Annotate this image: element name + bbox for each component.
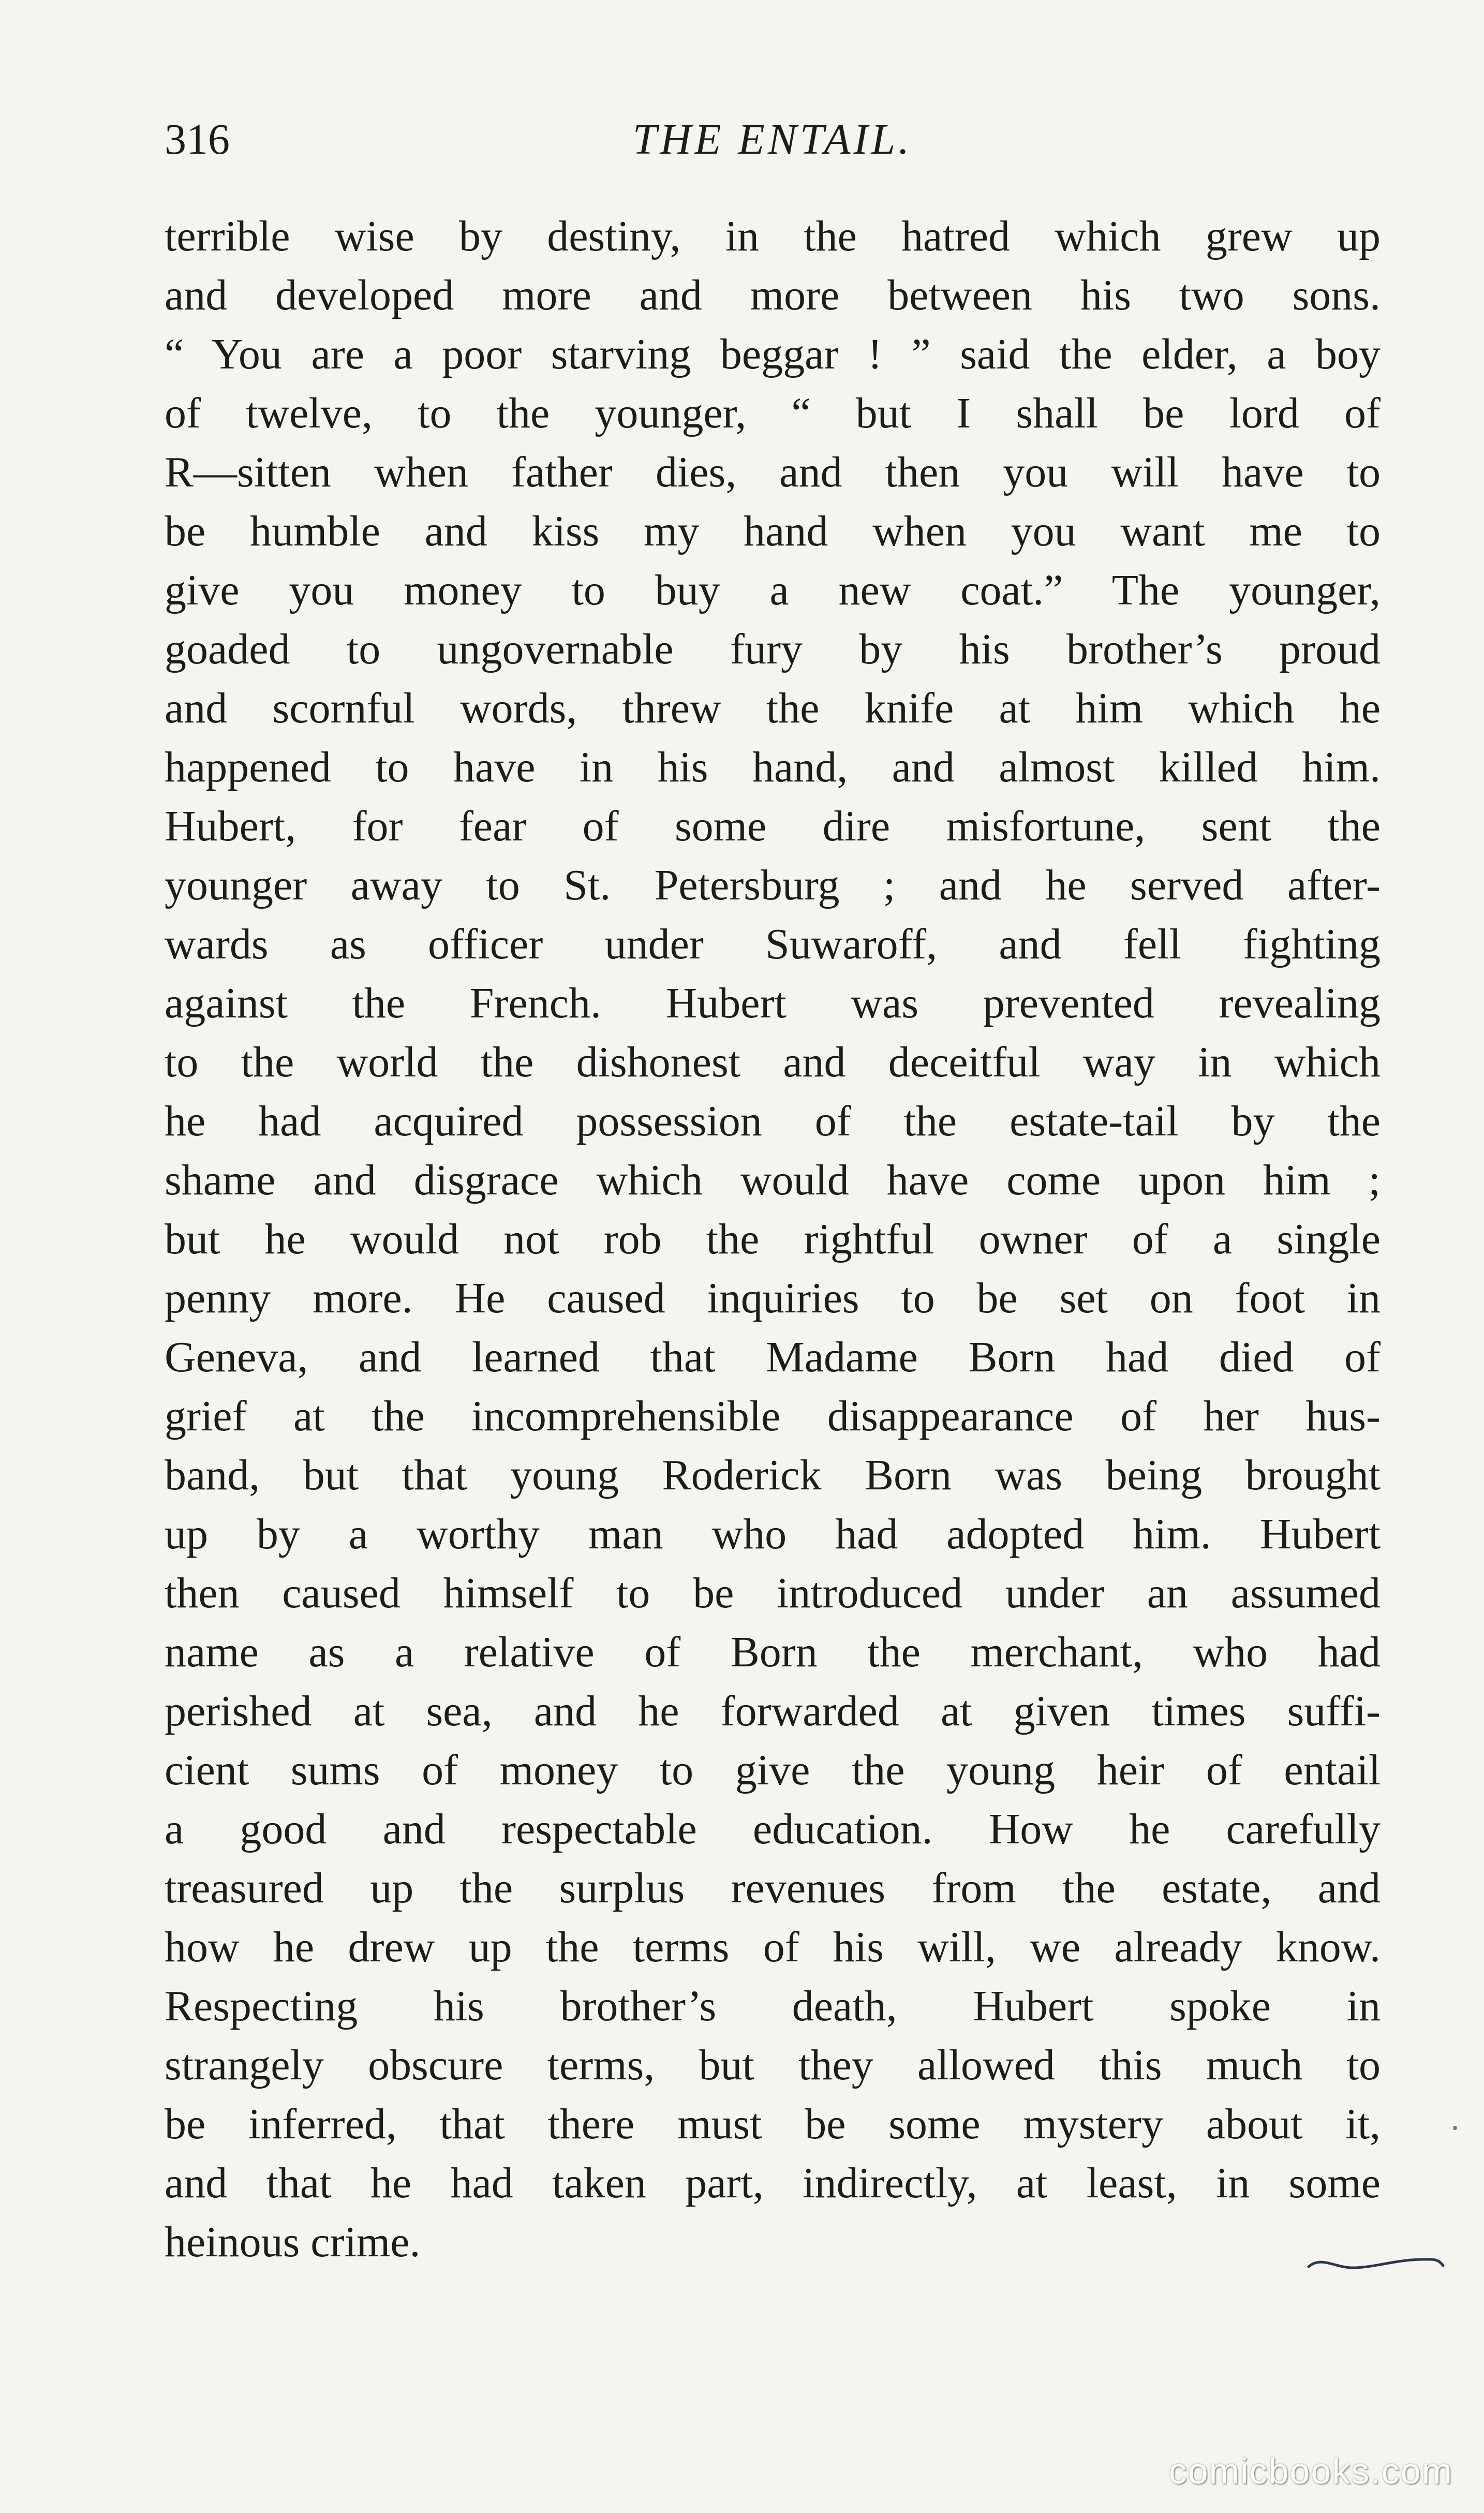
text-line: then caused himself to be introduced under an assumed <box>165 1569 1381 1617</box>
text-line: shame and disgrace which would have come upon him ; <box>165 1156 1381 1204</box>
text-line: happened to have in his hand, and almost killed him. <box>165 743 1381 791</box>
text-line: strangely obscure terms, but they allowed this much to <box>165 2041 1381 2089</box>
text-line: of twelve, to the younger, “ but I shall be lord of <box>165 389 1381 437</box>
text-line: to the world the dishonest and deceitful way in which <box>165 1038 1381 1086</box>
running-title: THE ENTAIL. <box>632 115 913 164</box>
text-line: and that he had taken part, indirectly, at least, in some <box>165 2159 1381 2207</box>
text-line: Hubert, for fear of some dire misfortune, sent the <box>165 802 1381 850</box>
text-line: grief at the incomprehensible disappearance of her hus- <box>165 1392 1381 1440</box>
pen-flourish-mark <box>1307 2246 1446 2277</box>
stray-ink-dot <box>1453 2126 1457 2130</box>
text-line: he had acquired possession of the estate-tail by the <box>165 1097 1381 1145</box>
text-line: but he would not rob the rightful owner of a single <box>165 1215 1381 1263</box>
text-line: be humble and kiss my hand when you want me to <box>165 507 1381 555</box>
text-line: and scornful words, threw the knife at him which he <box>165 684 1381 732</box>
text-line: up by a worthy man who had adopted him. Hubert <box>165 1510 1381 1558</box>
text-line: how he drew up the terms of his will, we already know. <box>165 1923 1381 1971</box>
text-line: be inferred, that there must be some mystery about it, <box>165 2100 1381 2148</box>
text-line: Geneva, and learned that Madame Born had died of <box>165 1333 1381 1381</box>
text-line: cient sums of money to give the young heir of entail <box>165 1746 1381 1794</box>
text-line: band, but that young Roderick Born was being brought <box>165 1451 1381 1499</box>
text-line: name as a relative of Born the merchant, who had <box>165 1628 1381 1676</box>
text-line: “ You are a poor starving beggar ! ” said the elder, a boy <box>165 330 1381 378</box>
running-head <box>165 111 1381 168</box>
text-line: give you money to buy a new coat.” The younger, <box>165 566 1381 614</box>
text-line: R—sitten when father dies, and then you will have to <box>165 448 1381 496</box>
text-line: against the French. Hubert was prevented revealing <box>165 979 1381 1027</box>
text-line-final: heinous crime. <box>165 2218 421 2266</box>
text-line: treasured up the surplus revenues from the estate, and <box>165 1864 1381 1912</box>
text-line: Respecting his brother’s death, Hubert spoke in <box>165 1982 1381 2030</box>
text-line: and developed more and more between his two sons. <box>165 271 1381 319</box>
body-text <box>165 207 1381 2272</box>
text-line: wards as officer under Suwaroff, and fell fighting <box>165 920 1381 968</box>
text-line: younger away to St. Petersburg ; and he served after- <box>165 861 1381 909</box>
watermark-text: comicbooks.com <box>1168 2451 1453 2491</box>
text-line: penny more. He caused inquiries to be set on foot in <box>165 1274 1381 1322</box>
page-number: 316 <box>165 115 230 164</box>
text-line: terrible wise by destiny, in the hatred which grew up <box>165 212 1381 260</box>
text-line: a good and respectable education. How he carefully <box>165 1805 1381 1853</box>
text-line: perished at sea, and he forwarded at given times suffi- <box>165 1687 1381 1735</box>
text-line: goaded to ungovernable fury by his brother’s proud <box>165 625 1381 673</box>
